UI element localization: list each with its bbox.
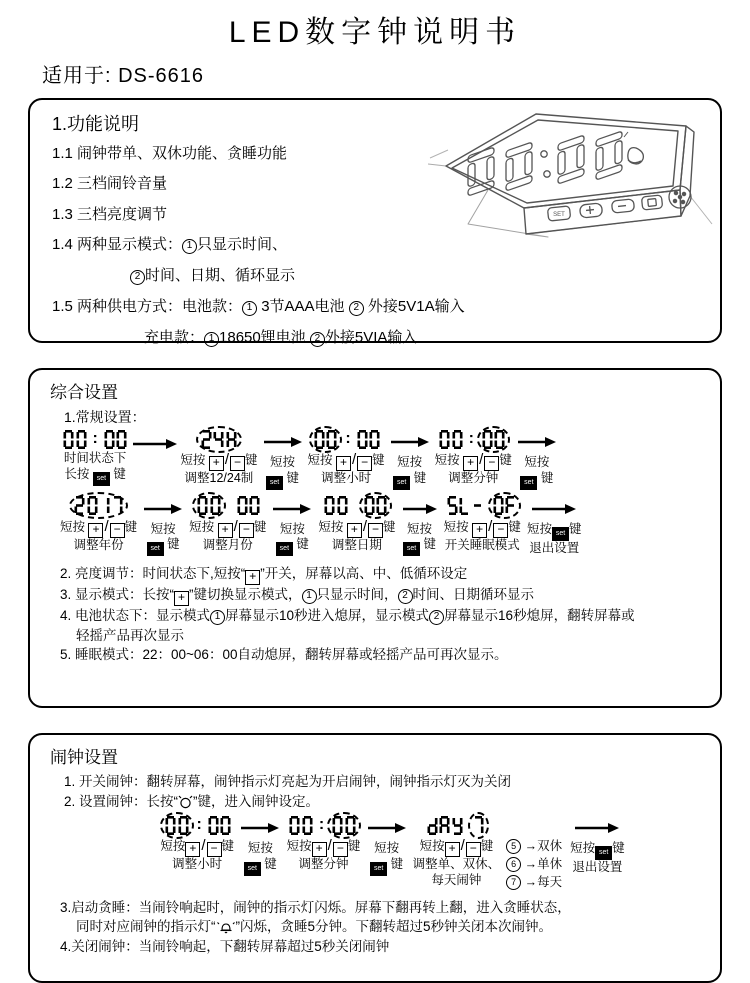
alarm-flow-row <box>160 815 710 891</box>
power-label-2: 充电款： <box>144 328 205 346</box>
alarm-option-label: 每天 <box>537 875 563 890</box>
minus-key-icon: − <box>466 842 481 857</box>
flow-step-cap: 调整小时 <box>172 857 223 872</box>
arrow-cap: set 键 <box>403 537 436 556</box>
plus-key-icon: + <box>463 456 478 471</box>
seg-display-hour: : <box>309 429 383 449</box>
features-heading: 1.功能说明 <box>52 114 140 134</box>
minus-key-icon: − <box>368 523 383 538</box>
alarm-step-day <box>413 815 501 888</box>
alarm-item-3-a: 同时对应闹钟的指示灯“ <box>76 919 216 935</box>
minus-key-icon: − <box>239 523 254 538</box>
flow-step-day <box>318 496 395 554</box>
flow-arrow-step <box>365 815 409 876</box>
flow-step-hour <box>308 429 385 487</box>
plus-key-icon: + <box>472 523 487 538</box>
plus-key-icon: + <box>347 523 362 538</box>
alarm-option-row <box>506 873 562 891</box>
arrow-icon <box>402 496 438 522</box>
flow-step-cap: 每天闹钟 <box>431 872 482 887</box>
plus-key-icon: + <box>312 842 327 857</box>
alarm-clock-icon <box>178 795 193 809</box>
power-charge-1: 18650锂电池 <box>219 328 306 346</box>
flow-step-time <box>60 429 130 486</box>
circled-5-icon: 5 <box>506 839 521 854</box>
general-note-2: 2. 亮度调节：时间状态下,短按“ + ”开关，屏幕以高、中、低循环设定 <box>60 566 468 584</box>
arrow-icon <box>390 429 430 455</box>
seg-text-day <box>424 814 466 837</box>
flow-step-cap: 短按 + / − 键 <box>443 517 521 536</box>
alarm-item-2-a: 2. 设置闹钟：长按“ <box>64 793 179 809</box>
general-settings-section <box>28 368 722 708</box>
alarm-mode-options <box>506 837 562 891</box>
circled-2-icon: 2 <box>130 270 145 285</box>
alarm-item-3-line-1: 3.启动贪睡：当闹铃响起时，闹钟的指示灯闪烁。屏幕下翻再转上翻，进入贪睡状态， <box>60 899 571 915</box>
product-set-label: SET <box>553 212 565 218</box>
flow-arrow-step <box>400 496 440 557</box>
alarm-item-3-line-2 <box>76 917 710 937</box>
arrow-cap: 短按 <box>247 841 273 856</box>
flow-step-cap: 调整12/24制 <box>184 471 254 485</box>
flow-arrow-step <box>388 429 432 490</box>
flow-step-cap: 短按 + / − 键 <box>419 837 494 856</box>
general-note-4: 4. 电池状态下：显示模式 1 屏幕显示10秒进入熄屏，显示模式 2 屏幕显示16秒熄屏，翻转屏幕或 轻摇产品再次显示 <box>60 606 710 645</box>
set-key-icon: set <box>276 542 293 556</box>
set-key-icon: set <box>266 476 283 490</box>
flow-step-cap: 开关睡眠模式 <box>444 537 520 552</box>
alarm-step-minute <box>286 815 360 873</box>
flow-step-cap: 短按 + / − 键 <box>160 837 235 856</box>
arrow-icon <box>574 815 620 841</box>
alarm-option-label: 单休 <box>537 857 563 872</box>
alarm-item-1: 1. 开关闹钟：翻转屏幕，闹钟指示灯亮起为开启闹钟，闹钟指示灯灭为关闭 <box>64 774 512 789</box>
plus-key-icon: + <box>88 523 103 538</box>
arrow-cap: 短按 <box>407 521 433 536</box>
alarm-option-row <box>506 837 562 855</box>
flow-step-month <box>189 496 266 554</box>
feature-line-4 <box>52 236 482 254</box>
flow-step-cap: 短按 + / − 键 <box>434 451 512 469</box>
flow-step-cap: 调整分钟 <box>298 857 349 872</box>
general-title: 综合设置 <box>50 383 118 402</box>
bell-icon <box>216 920 236 934</box>
arrow-cap: set 键 <box>244 857 277 876</box>
plus-key-icon: + <box>336 456 351 471</box>
flow-step-cap: 调整月份 <box>202 537 253 552</box>
alarm-item-4: 4.关闭闹钟：当闹铃响起，下翻转屏幕超过5秒关闭闹钟 <box>60 938 390 954</box>
flow-step-cap: 调整单、双休、 <box>412 857 501 872</box>
alarm-inner <box>50 743 710 956</box>
seg-display-month <box>192 496 263 516</box>
minus-key-icon: − <box>333 842 348 857</box>
circled-1-icon: 1 <box>302 589 317 604</box>
circled-2-icon: 2 <box>429 610 444 625</box>
alarm-title: 闹钟设置 <box>50 748 118 767</box>
alarm-settings-section <box>28 733 722 983</box>
flow-step-cap: 短按 + / − 键 <box>318 517 396 536</box>
power-charge-2: 外接5VIA输入 <box>324 328 418 346</box>
flow-arrow-step <box>515 429 559 490</box>
flow-step-cap: 短按 + / − 键 <box>180 451 258 469</box>
flow-step-cap: 短按 + / − 键 <box>189 517 267 536</box>
set-key-icon: set <box>520 476 537 490</box>
plus-key-icon: + <box>174 591 189 606</box>
flow-step-year <box>60 496 137 554</box>
flow-arrow-step <box>261 429 305 490</box>
plus-key-icon: + <box>445 842 460 857</box>
page-title: LED数字钟说明书 <box>228 16 522 49</box>
flow-row-2 <box>60 496 710 557</box>
flow-arrow-step <box>238 815 282 876</box>
arrow-cap: set 键 <box>520 471 553 490</box>
flow-step-cap: 调整日期 <box>331 537 382 552</box>
set-key-icon: set <box>403 542 420 556</box>
flow-step-minute <box>435 429 512 487</box>
exit-cap: 退出设置 <box>529 540 580 555</box>
flow-arrow-step <box>270 496 314 557</box>
feature-line-3: 1.3 三档亮度调节 <box>52 205 168 223</box>
general-sub-1: 1.常规设置： <box>64 409 146 425</box>
seg-display-0000: : <box>60 429 130 449</box>
arrow-cap: set 键 <box>266 471 299 490</box>
circled-1-power-icon: 1 <box>242 301 257 316</box>
alarm-item-2-b: ”键，进入闹钟设定。 <box>193 793 320 809</box>
features-section <box>28 98 722 346</box>
seg-display-day-mode <box>424 815 489 835</box>
alarm-step-exit <box>570 815 625 876</box>
plus-key-icon: + <box>209 456 224 471</box>
flow-step-cap: 短按 + / − 键 <box>307 451 385 469</box>
arrow-icon <box>132 431 178 457</box>
set-key-icon: set <box>147 542 164 556</box>
set-key-icon: set <box>393 476 410 490</box>
seg-digit-7 <box>468 812 489 839</box>
exit-cap: 短按 set 键 <box>527 522 582 541</box>
display-mode-1: 只显示时间、 <box>197 235 288 253</box>
flow-step-cap: 调整分钟 <box>448 471 499 485</box>
alarm-option-label: 双休 <box>537 839 563 854</box>
alarm-item-2 <box>64 792 710 812</box>
minus-key-icon: − <box>357 456 372 471</box>
display-mode-2: 时间、日期、循环显示 <box>145 266 296 284</box>
arrow-icon <box>240 815 280 841</box>
flow-step-sleep <box>444 496 522 554</box>
exit-cap: 短按 set 键 <box>570 841 625 860</box>
flow-step-cap: 长按 set 键 <box>64 467 125 486</box>
arrow-cap: 短按 <box>269 455 295 469</box>
set-key-icon: set <box>244 862 261 876</box>
general-note-5: 5. 睡眠模式：22：00~06：00自动熄屏，翻转屏幕或轻摇产品可再次显示。 <box>60 647 508 663</box>
flow-step-exit <box>527 496 582 557</box>
feature-line-2: 1.2 三档闹铃音量 <box>52 175 168 193</box>
feature-line-5 <box>52 298 482 316</box>
arrow-small-icon: → <box>524 857 538 872</box>
circled-2-charge-icon: 2 <box>310 332 325 347</box>
arrow-cap: 短按 <box>524 455 550 469</box>
arrow-small-icon: → <box>524 875 538 890</box>
circled-6-icon: 6 <box>506 857 521 872</box>
general-inner <box>50 378 710 665</box>
minus-key-icon: − <box>493 523 508 538</box>
arrow-icon <box>263 429 303 455</box>
arrow-cap: set 键 <box>276 537 309 556</box>
seg-display-alarm-hour: : <box>160 815 234 835</box>
power-battery-2: 外接5V1A输入 <box>367 297 465 315</box>
minus-key-icon: − <box>207 842 222 857</box>
arrow-cap: set 键 <box>370 857 403 876</box>
general-note-3: 3. 显示模式：长按“ + ”键切换显示模式， 1 只显示时间， 2 时间、日期循环显示 <box>60 587 535 605</box>
flow-step-cap: 调整年份 <box>73 537 124 552</box>
arrow-cap: 短按 <box>397 455 423 469</box>
alarm-option-row <box>506 855 562 873</box>
minus-key-icon: − <box>484 456 499 471</box>
alarm-item-3-b: ”闪烁，贪睡5分钟。下翻转超过5秒钟关闭本次闹钟。 <box>235 919 553 935</box>
arrow-cap: 短按 <box>279 521 305 536</box>
flow-step-cap: 短按 + / − 键 <box>60 517 138 536</box>
arrow-cap: set 键 <box>393 471 426 490</box>
model-line: 适用于: DS-6616 <box>42 65 205 87</box>
arrow-icon <box>272 496 312 522</box>
power-label: 1.5 两种供电方式：电池款： <box>52 297 243 315</box>
circled-2-power-icon: 2 <box>349 301 364 316</box>
arrow-cap: 短按 <box>150 521 176 536</box>
set-key-icon: set <box>93 472 110 486</box>
product-illustration <box>428 104 714 254</box>
flow-row-1 <box>60 429 710 490</box>
circled-2-icon: 2 <box>398 589 413 604</box>
minus-key-icon: − <box>230 456 245 471</box>
flow-step-cap: 时间状态下 <box>63 451 127 465</box>
arrow-cap: set 键 <box>147 537 180 556</box>
seg-display-day <box>321 496 392 516</box>
exit-cap: 退出设置 <box>572 860 623 875</box>
seg-display-year <box>69 496 128 516</box>
arrow-icon <box>531 496 577 522</box>
seg-display-24h <box>196 429 242 449</box>
seg-display-minute: : <box>436 429 510 449</box>
circled-7-icon: 7 <box>506 875 521 890</box>
plus-key-icon: + <box>185 842 200 857</box>
power-battery-1: 3节AAA电池 <box>261 297 345 315</box>
plus-key-icon: + <box>245 570 260 585</box>
arrow-icon <box>517 429 557 455</box>
flow-step-cap: 短按 + / − 键 <box>286 837 361 856</box>
set-key-icon: set <box>370 862 387 876</box>
alarm-step-hour <box>160 815 234 873</box>
general-note-4b: 轻摇产品再次显示 <box>76 627 184 643</box>
plus-key-icon: + <box>218 523 233 538</box>
seg-display-alarm-minute: : <box>286 815 360 835</box>
arrow-small-icon: → <box>524 839 538 854</box>
seg-display-sleep <box>444 496 522 516</box>
arrow-cap: 短按 <box>374 841 400 856</box>
feature-line-5b <box>144 329 482 347</box>
minus-key-icon: − <box>110 523 125 538</box>
set-key-icon: set <box>552 527 569 541</box>
flow-step-24h <box>180 429 257 487</box>
circled-1-icon: 1 <box>210 610 225 625</box>
feature-line-1: 1.1 闹钟带单、双休功能、贪睡功能 <box>52 145 288 162</box>
arrow-icon <box>367 815 407 841</box>
arrow-icon <box>143 496 183 522</box>
circled-1-charge-icon: 1 <box>204 332 219 347</box>
feature-line-4b <box>130 267 482 285</box>
features-text <box>52 110 482 360</box>
set-key-icon: set <box>595 846 612 860</box>
flow-step-cap: 调整小时 <box>321 471 372 485</box>
circled-1-icon: 1 <box>182 239 197 254</box>
flow-arrow-step <box>141 496 185 557</box>
display-mode-label: 1.4 两种显示模式： <box>52 235 183 253</box>
